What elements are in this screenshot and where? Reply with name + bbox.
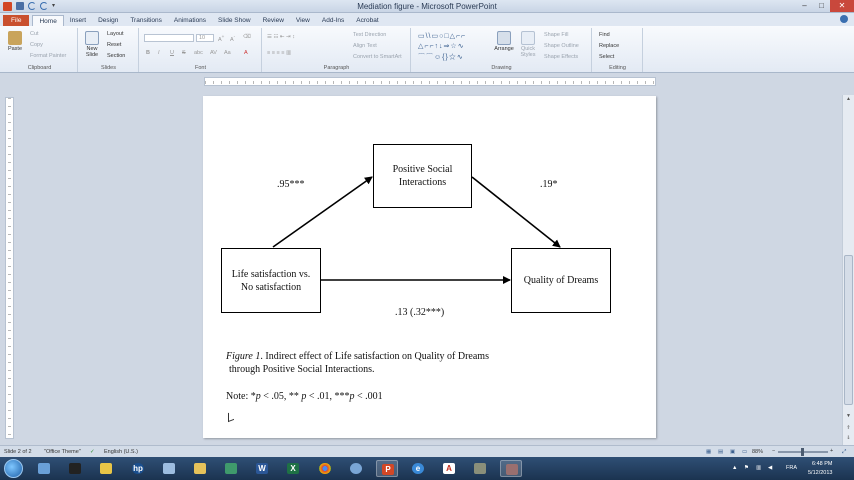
tray-flag-icon[interactable]: ⚑ — [744, 465, 749, 471]
section-button[interactable]: Section — [107, 53, 126, 59]
taskbar-excel[interactable] — [282, 460, 304, 477]
ruler-ticks — [205, 81, 655, 84]
reset-button[interactable]: Reset — [107, 42, 122, 48]
find-button[interactable]: Find — [599, 32, 610, 38]
customize-qat-icon[interactable]: ▾ — [52, 3, 56, 9]
format-painter-button[interactable]: Format Painter — [30, 53, 67, 59]
arrange-icon — [497, 31, 511, 45]
chrome-icon — [319, 463, 331, 474]
taskbar-tool2[interactable] — [500, 460, 522, 477]
taskbar-hp[interactable] — [127, 460, 149, 477]
shapes-gallery-row2[interactable]: △⌐⌐↑↓⇒☆∿ — [418, 43, 465, 50]
taskbar-document[interactable] — [158, 460, 180, 477]
tab-acrobat[interactable]: Acrobat — [356, 17, 379, 24]
vertical-ruler-ticks — [8, 98, 11, 438]
figure-caption[interactable] — [226, 350, 489, 376]
significance-note[interactable]: Note: *p < .05, ** p < .01, ***p < .001 — [226, 391, 383, 402]
bold-icon[interactable]: B — [146, 50, 150, 56]
outcome-box[interactable]: Quality of Dreams — [511, 248, 611, 313]
shrink-font-icon[interactable]: A- — [230, 34, 236, 43]
terminal-icon — [69, 463, 81, 474]
prev-slide-icon[interactable]: ⇑ — [846, 425, 851, 431]
taskbar-folder[interactable] — [189, 460, 211, 477]
input-language[interactable]: FRA — [786, 465, 797, 471]
taskbar-chrome[interactable] — [314, 460, 336, 477]
tab-view[interactable]: View — [295, 17, 310, 24]
shape-fill-button[interactable]: Shape Fill — [544, 32, 569, 38]
tab-animations[interactable]: Animations — [173, 17, 207, 24]
tab-slide-show[interactable]: Slide Show — [218, 17, 251, 24]
tool2-icon — [506, 464, 518, 475]
shadow-icon[interactable]: abc — [194, 50, 203, 56]
paste-icon — [8, 31, 22, 45]
strikethrough-icon[interactable]: S — [182, 50, 186, 56]
clock-date[interactable]: 5/12/2013 — [808, 470, 833, 476]
slides-group — [79, 28, 139, 72]
window-controls — [796, 0, 854, 12]
slide-canvas[interactable] — [203, 96, 656, 438]
taskbar-powerpoint[interactable] — [376, 460, 398, 477]
tab-design[interactable]: Design — [98, 17, 119, 24]
scroll-down-icon[interactable]: ▼ — [846, 413, 851, 419]
scroll-up-icon[interactable]: ▲ — [846, 96, 851, 102]
taskbar-acrobat[interactable] — [438, 460, 460, 477]
paste-button[interactable]: Paste — [4, 31, 26, 52]
tab-file[interactable]: File — [3, 15, 29, 26]
ribbon — [0, 26, 854, 73]
taskbar-terminal[interactable] — [64, 460, 86, 477]
vertical-scrollbar[interactable] — [842, 95, 854, 445]
internet-explorer-icon: e — [412, 463, 424, 474]
quick-styles-button[interactable]: Quick Styles — [516, 31, 540, 58]
files-icon — [100, 463, 112, 474]
zoom-level[interactable]: 88% — [752, 449, 764, 455]
document-icon — [163, 463, 175, 474]
tool-icon — [474, 463, 486, 474]
taskbar-settings[interactable] — [345, 460, 367, 477]
settings-icon — [350, 463, 362, 474]
clock-time[interactable]: 6:48 PM — [812, 461, 833, 467]
status-bar — [0, 445, 854, 457]
shape-outline-button[interactable]: Shape Outline — [544, 43, 579, 49]
new-slide-button[interactable]: New Slide — [81, 31, 103, 58]
acrobat-icon: A — [443, 463, 455, 474]
taskbar-word[interactable] — [251, 460, 273, 477]
zoom-in-icon[interactable]: + — [830, 448, 834, 454]
coefficient-a[interactable]: .95*** — [277, 179, 305, 190]
taskbar-files[interactable] — [95, 460, 117, 477]
clipboard-group-label: Clipboard — [27, 65, 52, 71]
hp-icon: hp — [133, 464, 143, 473]
quick-styles-icon — [521, 31, 535, 45]
align-text-button[interactable]: Align Text — [353, 43, 377, 49]
title-bar — [0, 0, 854, 13]
mediator-box[interactable]: Positive Social Interactions — [373, 144, 472, 208]
bullets-icon[interactable]: ☰ ☷ ⇤ ⇥ ↕ — [267, 34, 295, 40]
ruler-strip[interactable] — [204, 77, 656, 86]
taskbar — [0, 457, 854, 480]
text-direction-button[interactable]: Text Direction — [353, 32, 387, 38]
taskbar-explorer[interactable] — [33, 460, 55, 477]
tab-add-ins[interactable]: Add-Ins — [321, 17, 345, 24]
drawing-group-label: Drawing — [491, 65, 512, 71]
taskbar-tool[interactable] — [469, 460, 491, 477]
view-slideshow-icon[interactable]: ▭ — [742, 449, 748, 455]
taskbar-network[interactable] — [220, 460, 242, 477]
tab-insert[interactable]: Insert — [69, 17, 87, 24]
taskbar-ie[interactable] — [407, 460, 429, 477]
view-reading-icon[interactable]: ▣ — [730, 449, 736, 455]
slides-group-label: Slides — [101, 65, 116, 71]
char-spacing-icon[interactable]: AV — [210, 50, 217, 56]
ribbon-tabs — [0, 13, 854, 26]
view-sorter-icon[interactable]: ▤ — [718, 449, 724, 455]
predictor-box[interactable]: Life satisfaction vs. No satisfaction — [221, 248, 321, 313]
scroll-thumb[interactable] — [844, 255, 853, 405]
zoom-out-icon[interactable]: − — [772, 448, 776, 454]
layout-button[interactable]: Layout — [107, 31, 124, 37]
paragraph-group — [263, 28, 411, 72]
caption-line2: through Positive Social Interactions. — [229, 364, 375, 375]
theme-name: "Office Theme" — [44, 449, 81, 455]
italic-icon[interactable]: I — [158, 50, 160, 56]
drawing-group — [412, 28, 592, 72]
window-title: Mediation figure - Microsoft PowerPoint — [357, 2, 497, 11]
explorer-icon — [38, 463, 50, 474]
grow-font-icon[interactable]: A+ — [218, 34, 225, 43]
font-color-icon[interactable]: A — [244, 50, 248, 56]
font-group-label: Font — [194, 65, 206, 71]
maximize-button[interactable]: □ — [819, 1, 824, 10]
replace-button[interactable]: Replace — [599, 43, 620, 49]
vertical-ruler[interactable] — [5, 97, 14, 439]
word-icon: W — [256, 463, 268, 474]
folder-icon — [194, 463, 206, 474]
paragraph-group-label: Paragraph — [323, 65, 350, 71]
shapes-gallery[interactable]: ▭\\▭○□△⌐⌐ — [418, 33, 467, 40]
excel-icon: X — [287, 463, 299, 474]
clipboard-group — [2, 28, 78, 72]
copy-button[interactable]: Copy — [30, 42, 43, 48]
cut-button[interactable]: Cut — [30, 31, 39, 37]
select-button[interactable]: Select — [599, 54, 615, 60]
clear-format-icon[interactable]: ⌫ — [243, 34, 251, 40]
tray-expand-icon[interactable]: ▲ — [732, 465, 738, 471]
start-button[interactable] — [4, 459, 23, 478]
tab-review[interactable]: Review — [262, 17, 284, 24]
spellcheck-icon[interactable]: ✓ — [90, 449, 95, 455]
coefficient-c[interactable]: .13 (.32***) — [395, 307, 445, 318]
powerpoint-icon: P — [382, 464, 394, 475]
font-size-select[interactable]: 10 — [196, 34, 214, 42]
fit-slide-icon[interactable]: ⤢ — [842, 449, 847, 455]
tray-volume-icon[interactable]: ◀ — [768, 465, 773, 471]
align-icons[interactable]: ≡ ≡ ≡ ≡ ▥ — [267, 50, 292, 56]
new-slide-icon — [85, 31, 99, 45]
editing-group-label: Editing — [609, 65, 626, 71]
help-icon[interactable] — [840, 15, 848, 23]
minimize-button[interactable]: – — [802, 1, 807, 10]
zoom-slider-thumb[interactable] — [801, 448, 804, 456]
underline-icon[interactable]: U — [170, 50, 174, 56]
convert-smartart-button[interactable]: Convert to SmartArt — [353, 54, 402, 60]
language-indicator[interactable]: English (U.S.) — [104, 449, 138, 455]
shape-effects-button[interactable]: Shape Effects — [544, 54, 579, 60]
slide-counter: Slide 2 of 2 — [4, 449, 32, 455]
coefficient-b[interactable]: .19* — [540, 179, 558, 190]
arrange-button[interactable]: Arrange — [492, 31, 516, 52]
caption-line1: . Indirect effect of Life satisfaction on Quality of Dreams — [260, 351, 489, 362]
close-button[interactable]: ✕ — [830, 0, 854, 12]
view-normal-icon[interactable]: ▦ — [706, 449, 712, 455]
change-case-icon[interactable]: Aa — [224, 50, 231, 56]
font-group — [140, 28, 262, 72]
shapes-gallery-row3[interactable]: ⌒⌒☺{}☆∿ — [418, 54, 464, 61]
editing-group — [593, 28, 643, 72]
next-slide-icon[interactable]: ⇓ — [846, 435, 851, 441]
tab-transitions[interactable]: Transitions — [130, 17, 162, 24]
tray-network-icon[interactable]: ▥ — [756, 465, 762, 471]
figure-label: Figure 1 — [226, 351, 261, 362]
tab-home[interactable]: Home — [32, 15, 63, 26]
horizontal-ruler — [0, 73, 854, 95]
network-icon — [225, 463, 237, 474]
font-name-select[interactable] — [144, 34, 194, 42]
system-tray — [724, 457, 854, 480]
